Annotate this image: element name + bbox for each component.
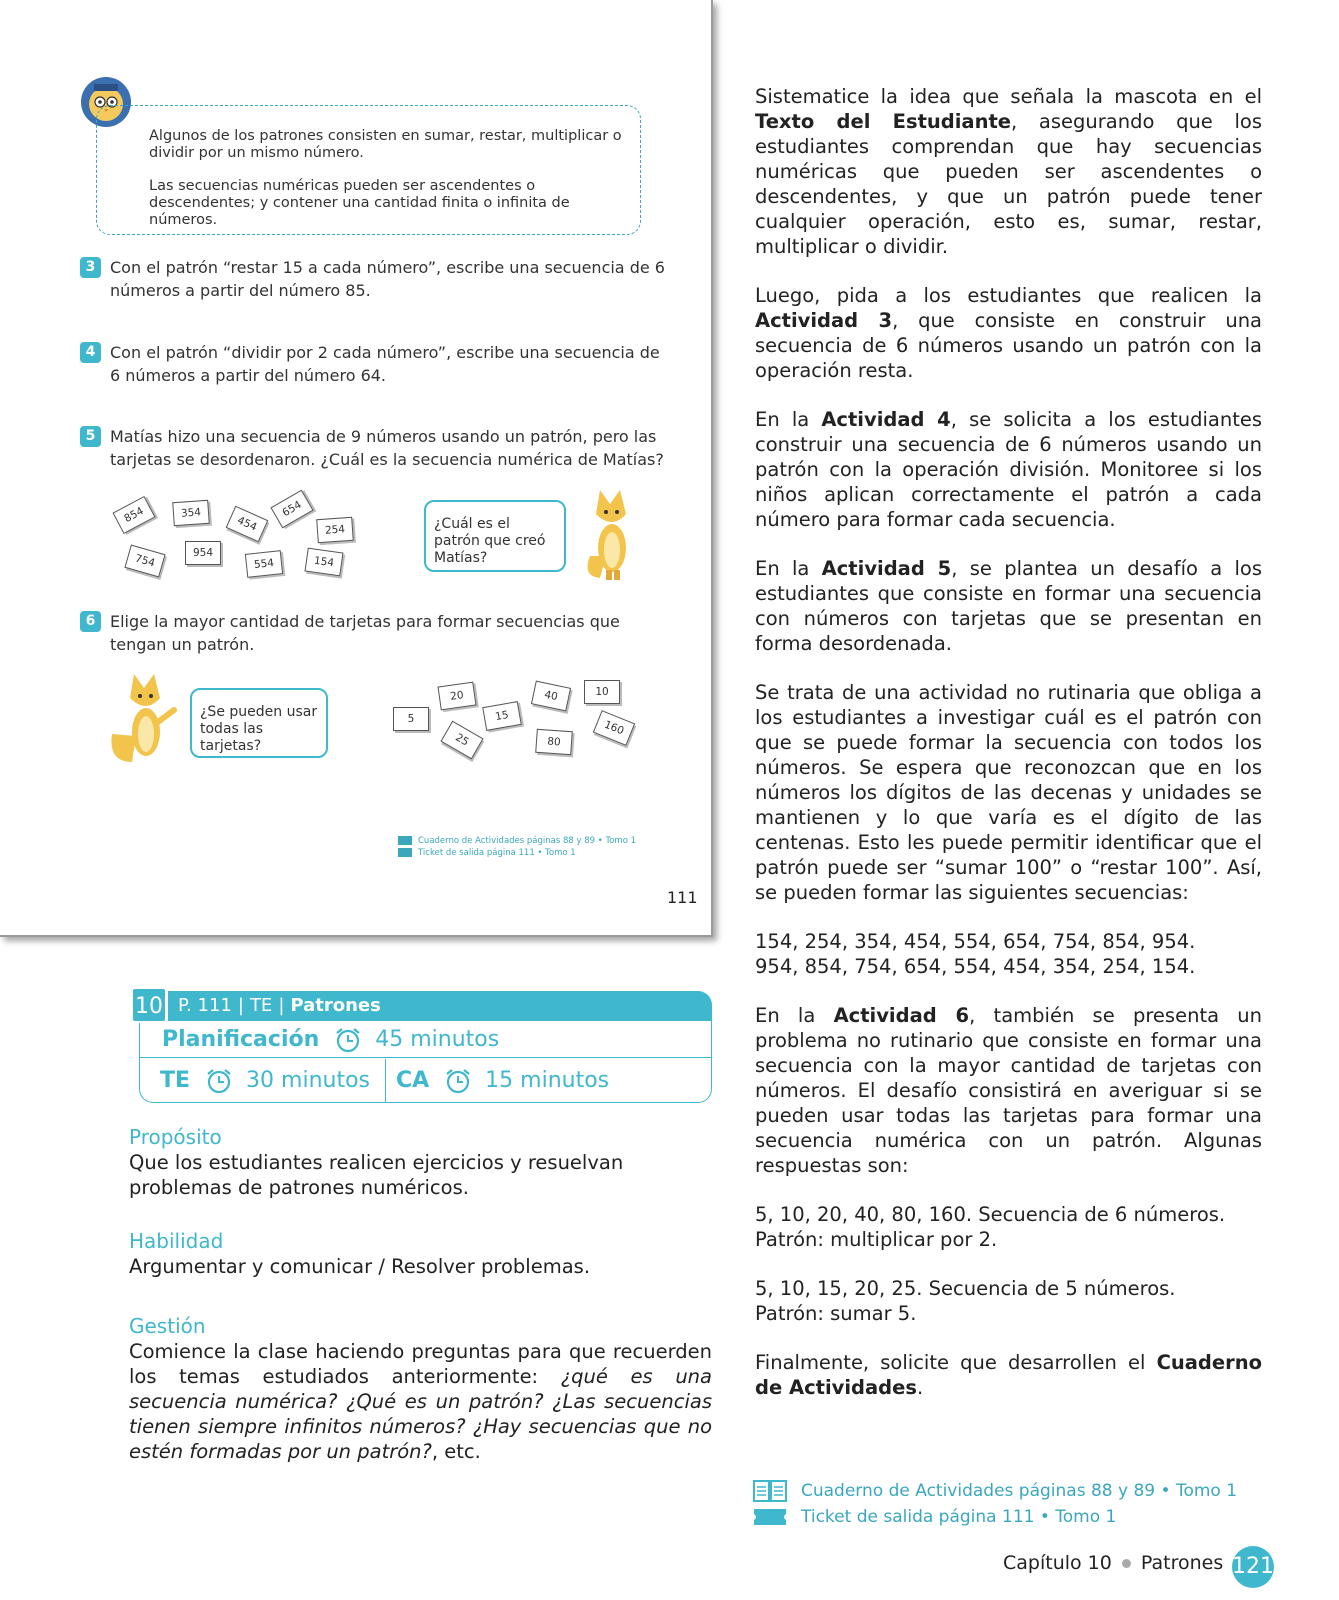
activity-text: Matías hizo una secuencia de 9 números usando un patrón, pero las tarjetas se desordenaron. ¿Cuál es la secuencia numérica de Matías? — [110, 427, 664, 469]
clock-icon — [444, 1067, 472, 1095]
chapter-footer — [1003, 1552, 1223, 1574]
number-card: 354 — [172, 500, 210, 526]
time-split-row — [140, 1059, 711, 1102]
section-title: Gestión — [129, 1314, 206, 1338]
info-text-1: Algunos de los patrones consisten en sumar, restar, multiplicar o dividir por un mismo número. — [149, 128, 622, 161]
lesson-topic: Patrones — [290, 995, 381, 1016]
separator-dot — [1122, 1559, 1131, 1568]
workbook-reference-small: Cuaderno de Actividades páginas 88 y 89 • Tomo 1 — [398, 836, 636, 846]
book-icon — [398, 836, 412, 845]
ticket-reference-small: Ticket de salida página 111 • Tomo 1 — [398, 848, 576, 858]
answer-line: Patrón: multiplicar por 2. — [755, 1228, 998, 1251]
section-text: Comience la clase haciendo preguntas para que recuerden los temas estudiados anteriormente: ¿qué es una secuencia numérica? ¿Qué es un patrón? ¿Las secuencias tienen siempre infinitos números? ¿Hay secuencias que no estén formadas por un patrón?, etc. — [129, 1340, 712, 1463]
te-cell — [160, 1059, 370, 1102]
ca-time: 15 minutos — [485, 1068, 610, 1093]
sequence-line: 954, 854, 754, 654, 554, 454, 354, 254, 154. — [755, 955, 1196, 978]
number-card: 954 — [185, 541, 221, 565]
planning-label: Planificación — [162, 1027, 320, 1052]
planning-row — [140, 1021, 711, 1058]
number-card: 754 — [124, 545, 165, 578]
clock-icon — [205, 1067, 233, 1095]
ca-cell — [385, 1059, 609, 1102]
number-card: 454 — [226, 506, 269, 543]
number-card: 10 — [584, 680, 620, 704]
sequence-line: 154, 254, 354, 454, 554, 654, 754, 854, 954. — [755, 930, 1196, 953]
section-title: Habilidad — [129, 1229, 224, 1253]
speech-bubble: ¿Se pueden usar todas las tarjetas? — [190, 688, 328, 758]
ticket-reference: Ticket de salida página 111 • Tomo 1 — [753, 1506, 1116, 1528]
planning-time: 45 minutos — [375, 1027, 500, 1052]
gestion-section — [129, 1314, 712, 1464]
activity-text: Con el patrón “dividir por 2 cada número”, escribe una secuencia de 6 números a partir del número 64. — [110, 343, 660, 385]
section-title: Propósito — [129, 1125, 222, 1149]
paragraph: Se trata de una actividad no rutinaria que obliga a los estudiantes a investigar cuál es el patrón con que se puede formar la secuencia con todos los números. Se espera que reconozcan que en los números los dígitos de las decenas y unidades se mantienen y lo que varía es el dígito de las centenas. Esto les puede permitir identificar que el patrón puede ser “sumar 100” o “restar 100”. Así, se pueden formar las siguientes secuencias: — [755, 681, 1262, 904]
guidance-text — [755, 84, 1262, 1424]
paragraph: En la Actividad 5, se plantea un desafío a los estudiantes que consiste en formar una secuencia con números con tarjetas que se presentan en forma desordenada. — [755, 557, 1262, 655]
paragraph: En la Actividad 6, también se presenta un problema no rutinario que consiste en formar una secuencia con la mayor cantidad de tarjetas con números. El desafío consistirá en averiguar si se pueden usar todas las tarjetas para formar una secuencia numérica con un patrón. Algunas respuestas son: — [755, 1004, 1263, 1177]
number-card: 154 — [305, 548, 344, 577]
number-card: 80 — [535, 729, 573, 755]
number-card: 5 — [393, 707, 429, 731]
clock-icon — [334, 1026, 362, 1054]
paragraph: En la Actividad 4, se solicita a los estudiantes construir una secuencia de 6 números usando un patrón con la operación división. Monitoree si los niños aplican correctamente el patrón a cada número para formar cada secuencia. — [755, 408, 1263, 531]
section-text: Argumentar y comunicar / Resolver problemas. — [129, 1255, 591, 1278]
section-text: Que los estudiantes realicen ejercicios y resuelvan problemas de patrones numéricos. — [129, 1151, 624, 1199]
fox-mascot-icon — [108, 670, 180, 766]
book-icon — [753, 1480, 787, 1502]
number-card: 654 — [270, 490, 313, 529]
info-text-2: Las secuencias numéricas pueden ser ascendentes o descendentes; y contener una cantidad finita o infinita de números. — [149, 178, 570, 228]
habilidad-section — [129, 1229, 712, 1279]
lesson-number-badge: 10 — [131, 987, 167, 1023]
chapter-label: Capítulo 10 — [1003, 1552, 1112, 1574]
ticket-icon — [753, 1506, 787, 1528]
te-time: 30 minutos — [246, 1068, 371, 1093]
te-label: TE — [160, 1068, 191, 1093]
paragraph: Finalmente, solicite que desarrollen el Cuaderno de Actividades. — [755, 1351, 1262, 1399]
speech-bubble: ¿Cuál es el patrón que creó Matías? — [424, 500, 566, 572]
workbook-reference: Cuaderno de Actividades páginas 88 y 89 • Tomo 1 — [753, 1480, 1237, 1502]
answer-line: 5, 10, 15, 20, 25. Secuencia de 5 números. — [755, 1277, 1176, 1300]
number-card: 25 — [440, 721, 483, 760]
number-card: 20 — [438, 682, 477, 711]
page-number: 121 — [1232, 1546, 1274, 1588]
student-page-number: 111 — [667, 888, 698, 907]
answer-line: 5, 10, 20, 40, 80, 160. Secuencia de 6 números. — [755, 1203, 1226, 1226]
number-card: 160 — [593, 710, 635, 746]
fox-mascot-icon — [582, 486, 638, 582]
page-ref: P. 111 — [178, 995, 232, 1016]
paragraph: Luego, pida a los estudiantes que realicen la Actividad 3, que consiste en construir una secuencia de 6 números usando un patrón con la operación resta. — [755, 284, 1262, 382]
planning-table — [139, 1021, 712, 1103]
activity-number: 4 — [80, 342, 101, 363]
activity-number: 5 — [80, 426, 101, 447]
lesson-header-bar: P. 111 | TE | Patrones — [168, 991, 712, 1021]
ca-label: CA — [396, 1068, 430, 1093]
chapter-topic: Patrones — [1140, 1552, 1224, 1574]
number-card: 854 — [112, 496, 155, 534]
mascot-info-box — [96, 105, 641, 235]
activity-number: 3 — [80, 257, 101, 278]
activity-number: 6 — [80, 611, 101, 632]
proposito-section — [129, 1125, 712, 1200]
text-ref: TE — [249, 995, 273, 1016]
number-card: 254 — [316, 517, 354, 543]
paragraph: Sistematice la idea que señala la mascota en el Texto del Estudiante, asegurando que los estudiantes comprendan que hay secuencias numéricas que pueden ser ascendentes o descendentes, y que un patrón puede tener cualquier operación, esto es, sumar, restar, multiplicar o dividir. — [755, 85, 1262, 258]
student-page-thumbnail — [0, 0, 713, 937]
number-card: 40 — [531, 681, 571, 712]
number-card: 15 — [482, 701, 522, 731]
number-card: 554 — [245, 550, 283, 578]
activity-text: Con el patrón “restar 15 a cada número”, escribe una secuencia de 6 números a partir del número 85. — [110, 258, 665, 300]
activity-text: Elige la mayor cantidad de tarjetas para formar secuencias que tengan un patrón. — [110, 612, 620, 654]
answer-line: Patrón: sumar 5. — [755, 1302, 917, 1325]
ticket-icon — [398, 848, 412, 857]
